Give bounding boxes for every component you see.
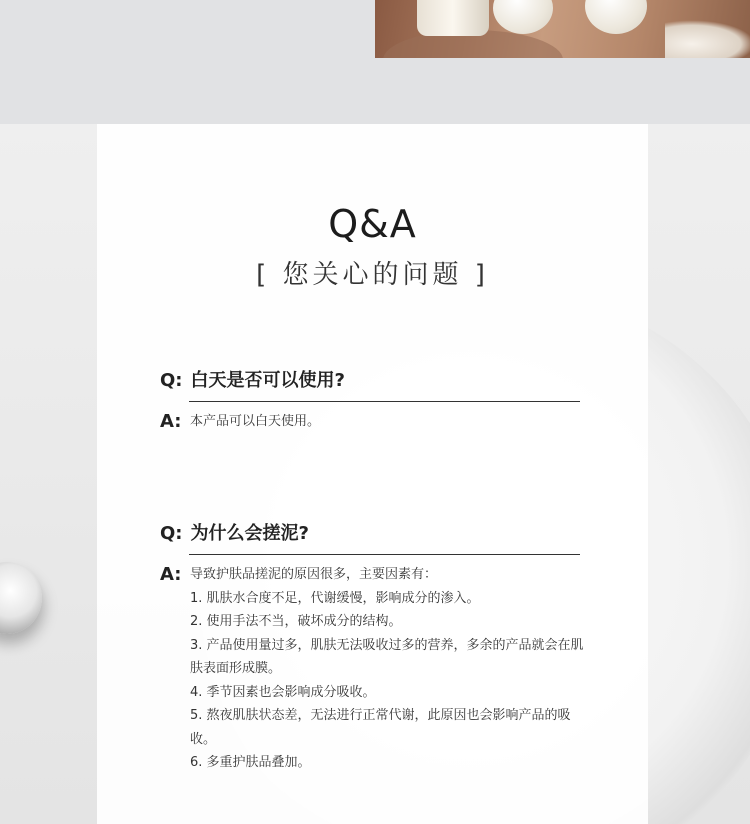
answer-list-item: 4. 季节因素也会影响成分吸收。 [190, 684, 376, 700]
feather-image [665, 20, 750, 58]
qa-title: Q&A [328, 202, 417, 246]
divider [189, 401, 580, 402]
question-text: 白天是否可以使用? [190, 370, 345, 391]
water-drop-image [0, 562, 42, 634]
answer-list-item: 3. 产品使用量过多，肌肤无法吸收过多的营养，多余的产品就会在肌肤表面形成膜。 [190, 637, 584, 676]
answer-intro: 本产品可以白天使用。 [190, 414, 321, 429]
divider [189, 554, 580, 555]
question-mark-label: Q: [160, 523, 183, 544]
answer-list-item: 1. 肌肤水合度不足，代谢缓慢，影响成分的渗入。 [190, 590, 480, 606]
question-1 [160, 366, 580, 392]
qa-subtitle: [ 您关心的问题 ] [256, 260, 489, 290]
answer-list-item: 5. 熬夜肌肤状态差，无法进行正常代谢，此原因也会影响产品的吸收。 [190, 708, 571, 747]
question-text: 为什么会搓泥? [190, 523, 309, 544]
answer-mark-label: A: [160, 564, 182, 585]
white-rose-image [493, 0, 553, 34]
white-rose-image [585, 0, 647, 34]
answer-list-item: 2. 使用手法不当，破坏成分的结构。 [190, 614, 402, 629]
product-bottle [417, 0, 489, 36]
answer-1 [190, 410, 585, 434]
question-2 [160, 519, 580, 545]
top-banner [0, 0, 750, 124]
question-mark-label: Q: [160, 370, 183, 391]
answer-intro: 导致护肤品搓泥的原因很多，主要因素有： [190, 567, 438, 582]
answer-2 [190, 563, 585, 775]
qa-card [97, 124, 648, 824]
product-photo [375, 0, 750, 58]
answer-mark-label: A: [160, 411, 182, 432]
answer-list-item: 6. 多重护肤品叠加。 [190, 755, 311, 770]
